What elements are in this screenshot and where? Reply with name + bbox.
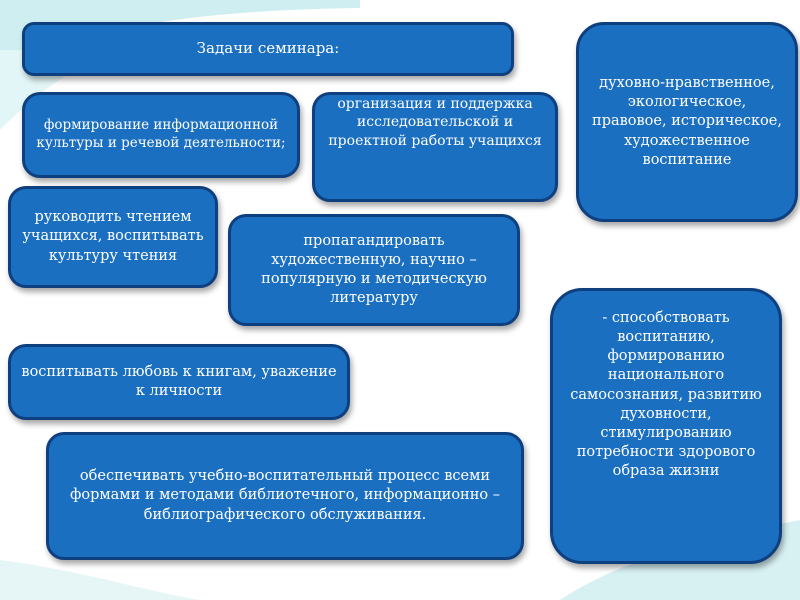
task-research-work (312, 92, 558, 202)
task-information-culture (22, 92, 300, 178)
task-national-identity-text: - способствовать воспитанию, формированию национального самосознания, развитию духовности, стимулированию потребности здорового образа жизни (570, 310, 762, 479)
task-reading-guidance-text: руководить чтением учащихся, воспитывать культуру чтения (22, 209, 204, 264)
task-upbringing-types (576, 22, 798, 222)
seminar-tasks-title-text: Задачи семинара: (196, 39, 340, 58)
task-upbringing-types-text: духовно-нравственное, экологическое, правовое, историческое, художественное воспитание (592, 75, 782, 168)
task-love-of-books-text: воспитывать любовь к книгам, уважение к личности (21, 363, 337, 399)
task-promote-literature (228, 214, 520, 326)
task-love-of-books (8, 344, 350, 420)
task-promote-literature-text: пропагандировать художественную, научно – популярную и методическую литературу (261, 232, 487, 307)
task-educational-process (46, 432, 524, 560)
task-national-identity (550, 288, 782, 564)
seminar-tasks-title (22, 22, 514, 76)
task-educational-process-text: обеспечивать учебно-воспитательный процесс всеми формами и методами библиотечного, информационно – библиографического обслуживания. (70, 468, 500, 523)
task-research-work-text: организация и поддержка исследовательской и проектной работы учащихся (328, 96, 542, 149)
task-information-culture-text: формирование информационной культуры и речевой деятельности; (36, 117, 286, 151)
task-reading-guidance (8, 186, 218, 288)
